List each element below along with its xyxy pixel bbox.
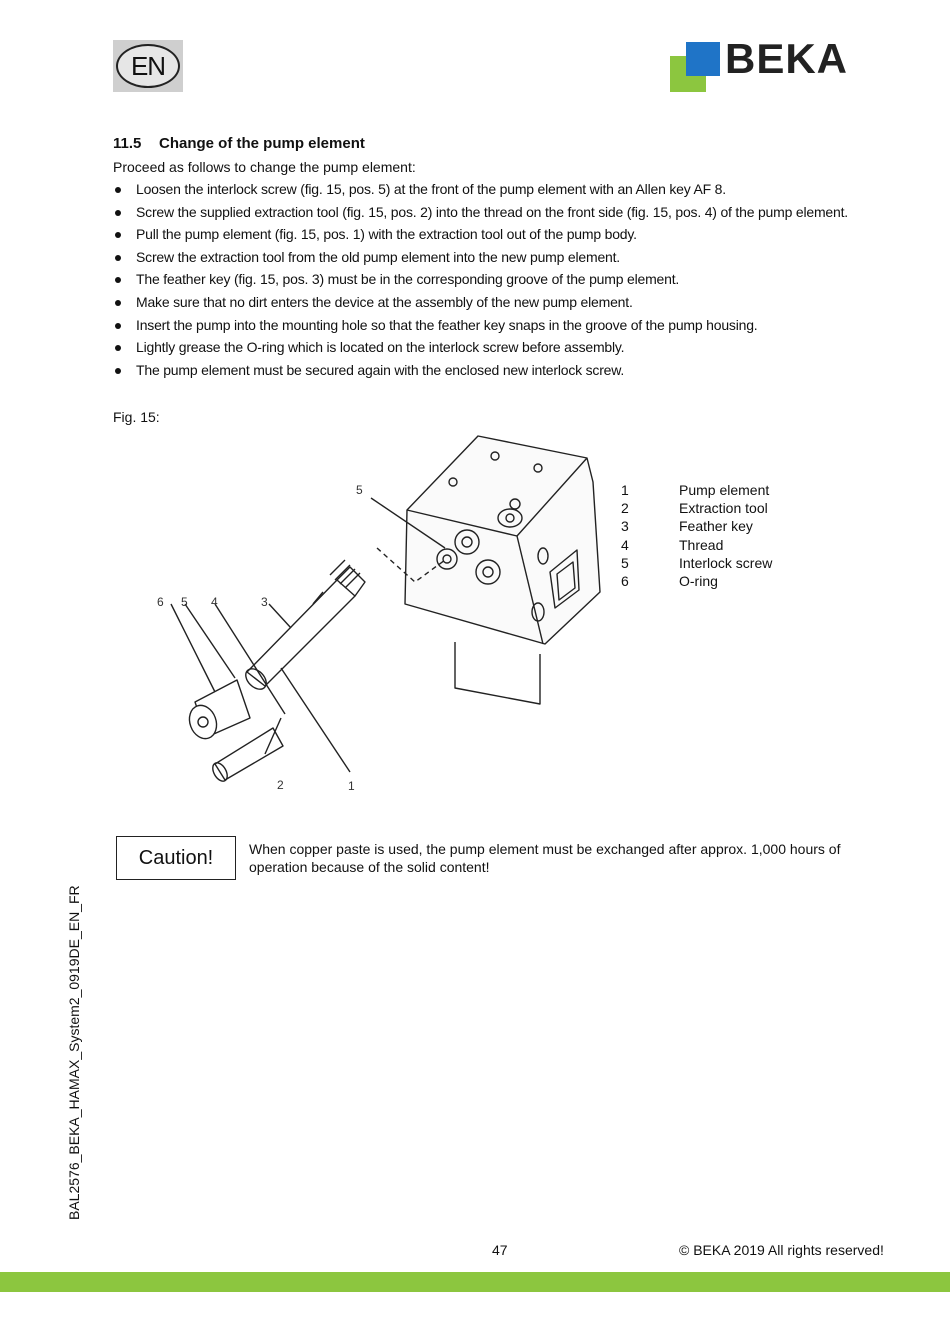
caution-text: When copper paste is used, the pump element must be exchanged after approx. 1,000 hours of operation because of the solid content! (249, 841, 841, 875)
language-badge (113, 40, 183, 92)
legend-text: Feather key (679, 518, 753, 535)
list-item (113, 226, 848, 249)
legend-number: 1 (621, 482, 629, 498)
callout-2: 2 (277, 778, 284, 792)
page-number: 47 (492, 1242, 508, 1258)
legend-number: 5 (621, 554, 629, 571)
bullet-icon (115, 300, 121, 306)
figure-label: Fig. 15: (113, 409, 160, 425)
step-text: The feather key (fig. 15, pos. 3) must be in the corresponding groove of the pump element. (136, 271, 680, 288)
callout-3: 3 (261, 595, 268, 609)
legend-row (621, 537, 772, 555)
footer-green-bar (0, 1272, 950, 1292)
legend-text: Pump element (679, 482, 770, 498)
bullet-icon (115, 255, 121, 261)
bullet-icon (115, 187, 121, 193)
list-item (113, 181, 848, 204)
bullet-icon (115, 323, 121, 329)
copyright-notice: © BEKA 2019 All rights reserved! (679, 1242, 884, 1258)
step-text: Loosen the interlock screw (fig. 15, pos. 5) at the front of the pump element with an Allen key AF 8. (136, 181, 726, 197)
figure-legend (621, 482, 772, 591)
caution-label: Caution! (138, 846, 214, 869)
step-text: Screw the extraction tool from the old pump element into the new pump element. (136, 248, 620, 265)
section-intro: Proceed as follows to change the pump element: (113, 159, 416, 175)
step-text: Pull the pump element (fig. 15, pos. 1) with the extraction tool out of the pump body. (136, 226, 637, 243)
section-title: Change of the pump element (159, 135, 365, 152)
legend-number: 2 (621, 500, 629, 517)
bullet-icon (115, 368, 121, 374)
legend-row (621, 573, 772, 591)
list-item (113, 249, 848, 272)
step-list (113, 181, 848, 384)
logo-wordmark: BEKA (725, 35, 849, 82)
bullet-icon (115, 210, 121, 216)
legend-text: Thread (679, 536, 724, 553)
list-item (113, 204, 848, 227)
section-heading (113, 135, 365, 152)
bullet-icon (115, 232, 121, 238)
step-text: Screw the supplied extraction tool (fig. 15, pos. 2) into the thread on the front side (fig. 15, pos. 4) of the pump element. (136, 203, 848, 220)
callout-5: 5 (356, 483, 363, 497)
legend-text: Interlock screw (679, 554, 773, 571)
list-item (113, 317, 848, 340)
step-text: Lightly grease the O-ring which is located on the interlock screw before assembly. (136, 339, 625, 356)
caution-label-box (116, 836, 236, 880)
section-number: 11.5 (113, 135, 142, 152)
step-text: Insert the pump into the mounting hole so that the feather key snaps in the groove of the pump housing. (136, 316, 758, 333)
beka-logo (670, 35, 885, 94)
legend-number: 6 (621, 572, 629, 589)
legend-row (621, 500, 772, 518)
legend-row (621, 482, 772, 500)
legend-number: 4 (621, 536, 629, 553)
pump-exploded-drawing (145, 432, 615, 802)
callout-1: 1 (348, 779, 355, 793)
legend-text: Extraction tool (679, 500, 768, 517)
list-item (113, 339, 848, 362)
legend-number: 3 (621, 518, 629, 535)
logo-blue-square (686, 42, 720, 76)
callout-6: 6 (157, 595, 164, 609)
language-badge-label: EN (116, 44, 180, 88)
legend-text: O-ring (679, 572, 718, 589)
bullet-icon (115, 277, 121, 283)
bullet-icon (115, 345, 121, 351)
step-text: Make sure that no dirt enters the device at the assembly of the new pump element. (136, 293, 633, 310)
legend-row (621, 518, 772, 536)
list-item (113, 271, 848, 294)
callout-4: 4 (211, 595, 218, 609)
step-text: The pump element must be secured again with the enclosed new interlock screw. (136, 361, 625, 378)
list-item (113, 294, 848, 317)
legend-row (621, 555, 772, 573)
document-code: BAL2576_BEKA_HAMAX_System2_0919DE_EN_FR (66, 885, 82, 1220)
list-item (113, 362, 848, 385)
callout-5b: 5 (181, 595, 188, 609)
